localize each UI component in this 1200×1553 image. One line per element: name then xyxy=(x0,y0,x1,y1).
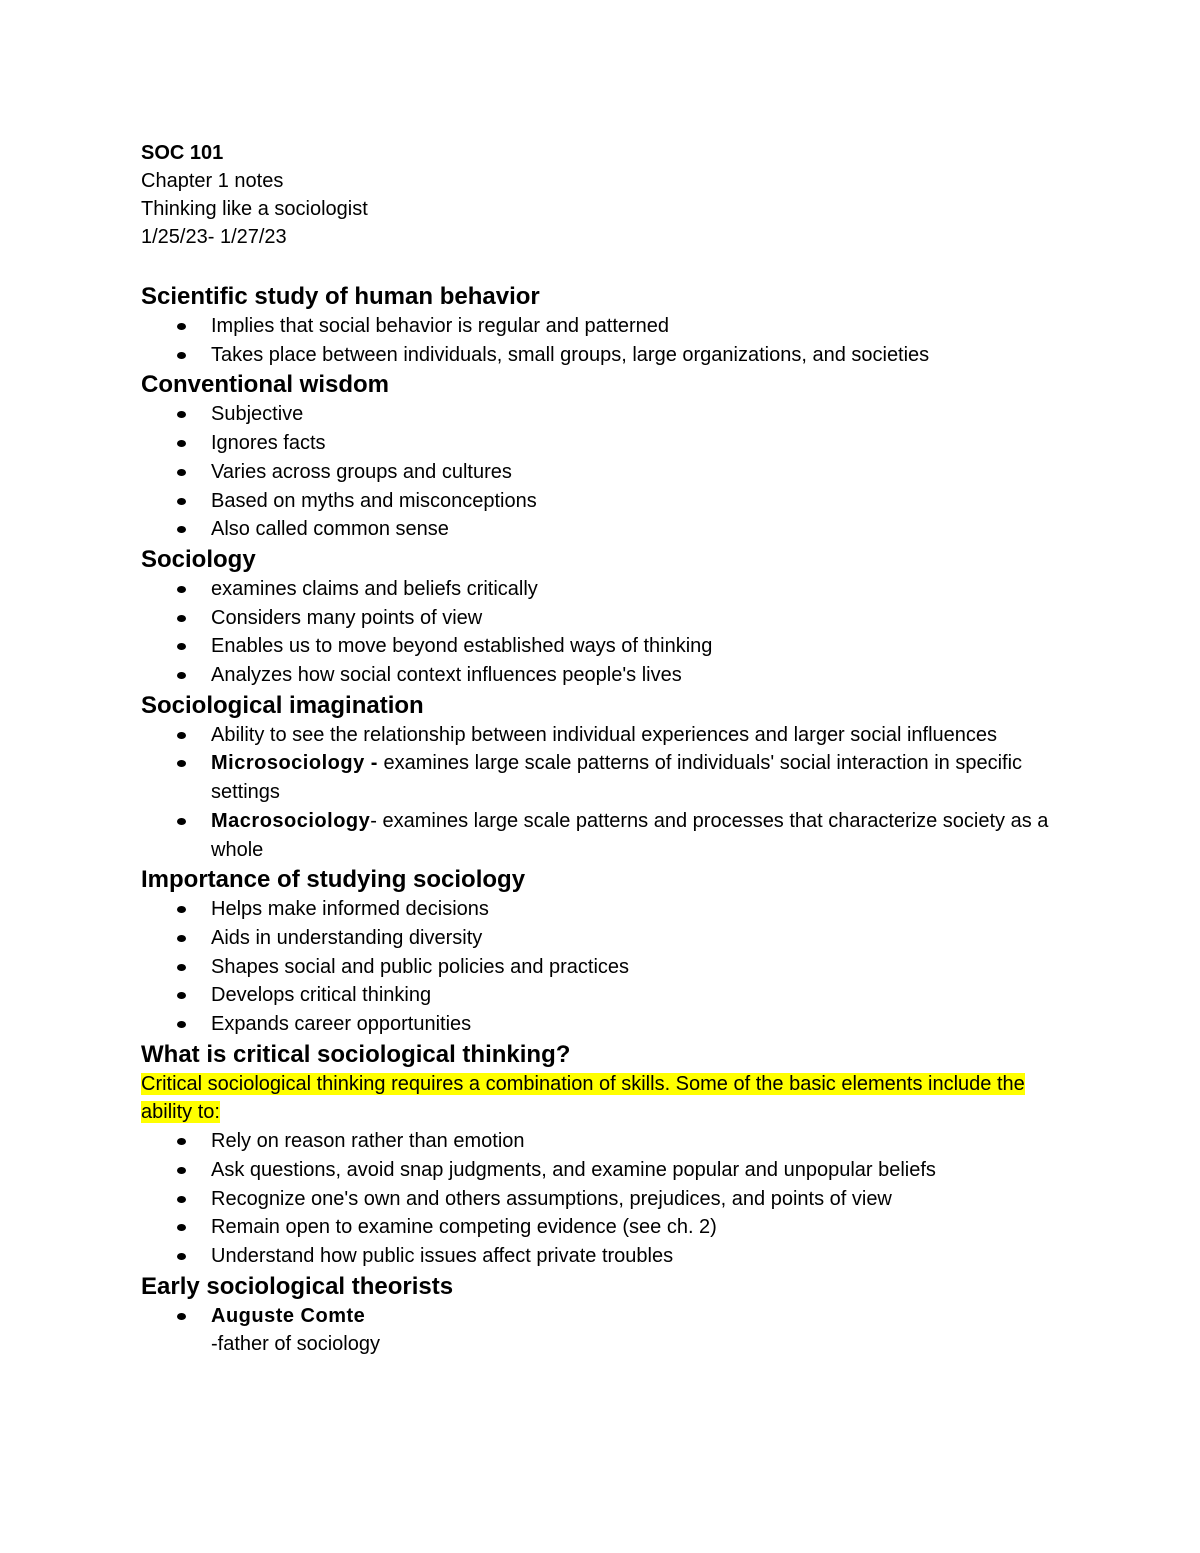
doc-title: SOC 101 xyxy=(141,142,224,164)
section-early-theorists xyxy=(141,1271,1071,1359)
list-item: examines claims and beliefs critically xyxy=(141,575,1071,604)
list-item: Analyzes how social context influences people's lives xyxy=(141,661,1071,690)
theorist-name: Auguste Comte xyxy=(211,1304,366,1327)
list-item: Based on myths and misconceptions xyxy=(141,487,1071,516)
section-heading: What is critical sociological thinking? xyxy=(141,1040,571,1068)
list-item: Develops critical thinking xyxy=(141,981,1071,1010)
definition-macrosociology: - examines large scale patterns and processes that characterize society as a whole xyxy=(211,809,1049,861)
list-item-comte xyxy=(141,1302,1071,1359)
list-item: Implies that social behavior is regular and patterned xyxy=(141,312,1071,341)
doc-subtitle-chapter: Chapter 1 notes xyxy=(141,170,284,192)
document-content xyxy=(141,139,1071,1359)
list-item: Takes place between individuals, small groups, large organizations, and societies xyxy=(141,341,1071,370)
bullet-list xyxy=(141,1302,1071,1359)
list-item-microsociology xyxy=(141,749,1071,806)
bullet-list xyxy=(141,575,1071,690)
section-heading: Scientific study of human behavior xyxy=(141,283,540,310)
bullet-list xyxy=(141,400,1071,544)
list-item: Varies across groups and cultures xyxy=(141,458,1071,487)
section-heading: Sociology xyxy=(141,545,256,573)
section-critical-thinking xyxy=(141,1039,1071,1271)
highlight-text: Critical sociological thinking requires a combination of skills. Some of the basic elements include the ability to: xyxy=(141,1072,1025,1124)
doc-header xyxy=(141,139,1071,251)
list-item: Aids in understanding diversity xyxy=(141,924,1071,953)
term-microsociology: Microsociology - xyxy=(211,752,378,775)
list-item: Helps make informed decisions xyxy=(141,895,1071,924)
section-heading: Sociological imagination xyxy=(141,691,424,719)
list-item: Ask questions, avoid snap judgments, and examine popular and unpopular beliefs xyxy=(141,1156,1071,1185)
list-item: Subjective xyxy=(141,400,1071,429)
section-importance xyxy=(141,864,1071,1039)
doc-date-range: 1/25/23- 1/27/23 xyxy=(141,226,287,248)
section-heading: Importance of studying sociology xyxy=(141,866,526,894)
term-macrosociology: Macrosociology xyxy=(211,809,371,832)
list-item: Rely on reason rather than emotion xyxy=(141,1127,1071,1156)
list-item: Recognize one's own and others assumptions, prejudices, and points of view xyxy=(141,1185,1071,1214)
list-item: Remain open to examine competing evidence (see ch. 2) xyxy=(141,1213,1071,1242)
list-item: Considers many points of view xyxy=(141,604,1071,633)
list-item: Ignores facts xyxy=(141,429,1071,458)
section-heading: Conventional wisdom xyxy=(141,371,390,399)
bullet-list xyxy=(141,1127,1071,1271)
list-item-macrosociology xyxy=(141,807,1071,864)
list-item: Understand how public issues affect private troubles xyxy=(141,1242,1071,1271)
definition-microsociology: examines large scale patterns of individuals' social interaction in specific settings xyxy=(211,752,1023,804)
doc-subtitle-topic: Thinking like a sociologist xyxy=(141,198,368,220)
section-heading: Early sociological theorists xyxy=(141,1272,454,1300)
section-sociological-imagination xyxy=(141,690,1071,865)
bullet-list xyxy=(141,721,1071,865)
bullet-list xyxy=(141,312,1071,369)
theorist-note: -father of sociology xyxy=(211,1333,380,1356)
highlighted-paragraph xyxy=(141,1070,1071,1127)
list-item: Also called common sense xyxy=(141,515,1071,544)
section-scientific-study xyxy=(141,281,1071,369)
list-item: Enables us to move beyond established ways of thinking xyxy=(141,632,1071,661)
section-sociology xyxy=(141,544,1071,690)
section-conventional-wisdom xyxy=(141,369,1071,544)
list-item: Shapes social and public policies and practices xyxy=(141,953,1071,982)
list-item: Ability to see the relationship between individual experiences and larger social influences xyxy=(141,721,1071,750)
list-item: Expands career opportunities xyxy=(141,1010,1071,1039)
bullet-list xyxy=(141,895,1071,1039)
